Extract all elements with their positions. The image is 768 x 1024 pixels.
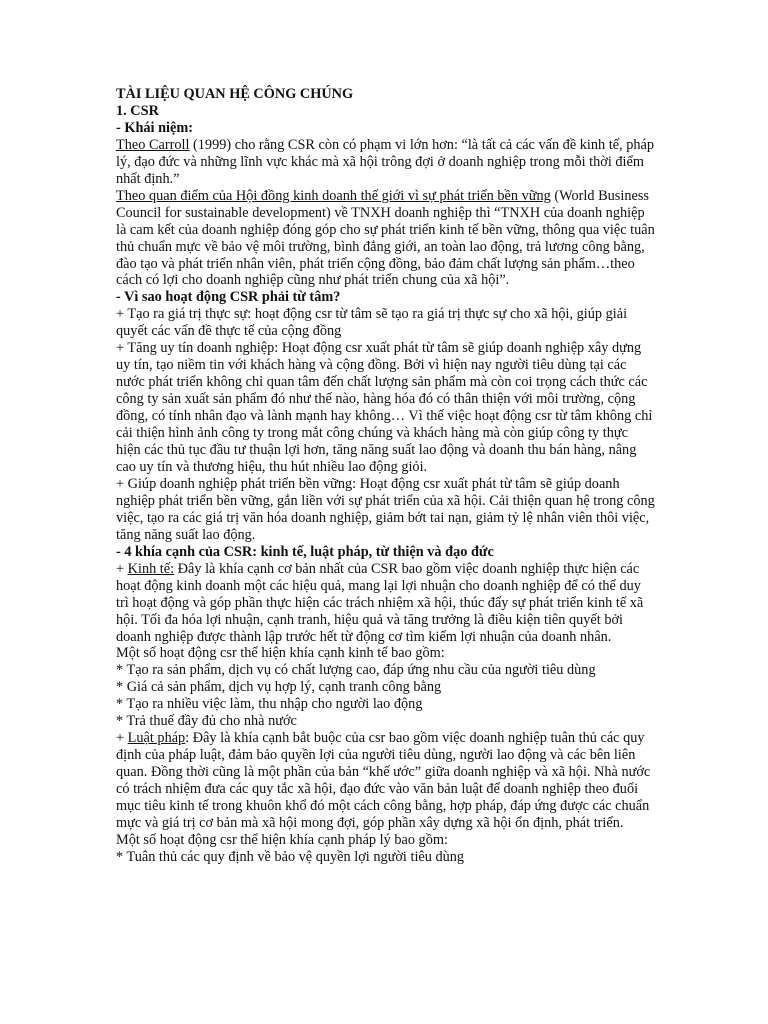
paragraph-wbcsd (116, 188, 656, 290)
paragraph-kinh-te-intro: Một số hoạt động csr thể hiện khía cạnh kinh tế bao gồm: (116, 645, 445, 662)
list-item: * Giá cả sản phẩm, dịch vụ hợp lý, cạnh tranh công bằng (116, 679, 442, 696)
list-item: * Trả thuế đầy đủ cho nhà nước (116, 713, 297, 730)
paragraph-phap-ly-intro: Một số hoạt động csr thể hiện khía cạnh pháp lý bao gồm: (116, 831, 448, 848)
subheading-khai-niem: - Khái niệm: (116, 119, 194, 136)
bullet-prefix: + (116, 730, 128, 747)
subheading-vi-sao: - Vì sao hoạt động CSR phải từ tâm? (116, 289, 341, 306)
reference-carroll: Theo Carroll (116, 136, 190, 153)
list-item: * Tuân thủ các quy định về bảo vệ quyền lợi người tiêu dùng (116, 848, 465, 865)
paragraph-text: Đây là khía cạnh cơ bản nhất của CSR bao gồm việc doanh nghiệp thực hiện các hoạt động kinh doanh một các hiệu quả, mang lại lợi nhuận cho doanh nghiệp để có thể duy trì hoạt động và góp phần thực hiện các trách nhiệm xã hội, thúc đẩy sự phát triển kinh tế xã hội. Tối đa hóa lợi nhuận, cạnh tranh, hiệu quả và tăng trưởng là điều kiện tiên quyết bởi doanh nghiệp được thành lập trước hết từ động cơ tìm kiếm lợi nhuận của doanh nhân. (116, 560, 644, 645)
reference-wbcsd: Theo quan điểm của Hội đồng kinh doanh thế giới vì sự phát triển bền vững (116, 187, 551, 204)
list-item: * Tạo ra nhiều việc làm, thu nhập cho người lao động (116, 696, 423, 713)
paragraph-carroll (116, 137, 656, 188)
paragraph-ben-vung: + Giúp doanh nghiệp phát triển bền vững: Hoạt động csr xuất phát từ tâm sẽ giúp doanh nghiệp phát triển bền vững, gắn liền với sự phát triển của xã hội. Cải thiện quan hệ trong công việc, tạo ra các giá trị văn hóa doanh nghiệp, giảm bớt tai nạn, giảm tỷ lệ nhân viên thôi việc, tăng năng suất lao động. (116, 475, 655, 543)
term-kinh-te: Kinh tế: (127, 560, 175, 577)
term-luat-phap: Luật pháp (127, 730, 186, 747)
paragraph-kinh-te (116, 561, 656, 646)
bullet-prefix: + (116, 560, 128, 577)
subheading-4-khia-canh: - 4 khía cạnh của CSR: kinh tế, luật pháp, từ thiện và đạo đức (116, 543, 494, 560)
paragraph-luat-phap (116, 730, 656, 832)
paragraph-text: (1999) cho rằng CSR còn có phạm vi lớn hơn: “là tất cả các vấn đề kinh tế, pháp lý, đạo đức và những lĩnh vực khác mà xã hội trông đợi ở doanh nghiệp trong mỗi thời điểm nhất định.” (116, 136, 654, 187)
paragraph-gia-tri: + Tạo ra giá trị thực sự: hoạt động csr từ tâm sẽ tạo ra giá trị thực sự cho xã hội, giúp giải quyết các vấn đề thực tế của cộng đồng (116, 306, 628, 340)
paragraph-text: (World Business Council for sustainable development) về TNXH doanh nghiệp thì “TNXH của doanh nghiệp là cam kết của doanh nghiệp đóng góp cho sự phát triển kinh tế bền vững, thông qua việc tuân thủ chuẩn mực về bảo vệ môi trường, bình đẳng giới, an toàn lao động, trả lương công bằng, đào tạo và phát triển nhân viên, phát triển cộng đồng, bảo đảm chất lượng sản phẩm…theo cách có lợi cho doanh nghiệp cũng như phát triển chung của xã hội”. (116, 187, 655, 289)
document-title: TÀI LIỆU QUAN HỆ CÔNG CHÚNG (116, 86, 354, 102)
paragraph-text: : Đây là khía cạnh bắt buộc của csr bao gồm việc doanh nghiệp tuân thủ các quy định của pháp luật, đảm bảo quyền lợi của người tiêu dùng, người lao động và các bên liên quan. Đồng thời cũng là một phần của bản “khế ước” giữa doanh nghiệp và xã hội. Nhà nước có trách nhiệm đưa các quy tắc xã hội, đạo đức vào văn bản luật để doanh nghiệp theo đuổi mục tiêu kinh tế trong khuôn khổ đó một cách công bằng, hợp pháp, đáp ứng được các chuẩn mực và giá trị cơ bản mà xã hội mong đợi, góp phần xây dựng xã hội ổn định, phát triển. (116, 730, 651, 831)
list-item: * Tạo ra sản phẩm, dịch vụ có chất lượng cao, đáp ứng nhu cầu của người tiêu dùng (116, 662, 596, 679)
section-heading-csr: 1. CSR (116, 102, 159, 119)
paragraph-uy-tin: + Tăng uy tín doanh nghiệp: Hoạt động csr xuất phát từ tâm sẽ giúp doanh nghiệp xây dựng uy tín, tạo niềm tin với khách hàng và cộng đồng. Bởi vì hiện nay người tiêu dùng tại các nước phát triển không chỉ quan tâm đến chất lượng sản phẩm mà còn coi trọng cách thức các công ty sản xuất sản phẩm đó như thế nào, hàng hóa đó có thân thiện với môi trường, cộng đồng, có tính nhân đạo và lành mạnh hay không… Vì thế việc hoạt động csr từ tâm không chỉ cải thiện hình ảnh công ty trong mắt công chúng và khách hàng mà còn giúp công ty thực hiện các thủ tục đầu tư thuận lợi hơn, tăng năng suất lao động và doanh thu bán hàng, nâng cao uy tín và thương hiệu, thu hút nhiều lao động giỏi. (116, 340, 653, 475)
document-page (116, 86, 656, 866)
